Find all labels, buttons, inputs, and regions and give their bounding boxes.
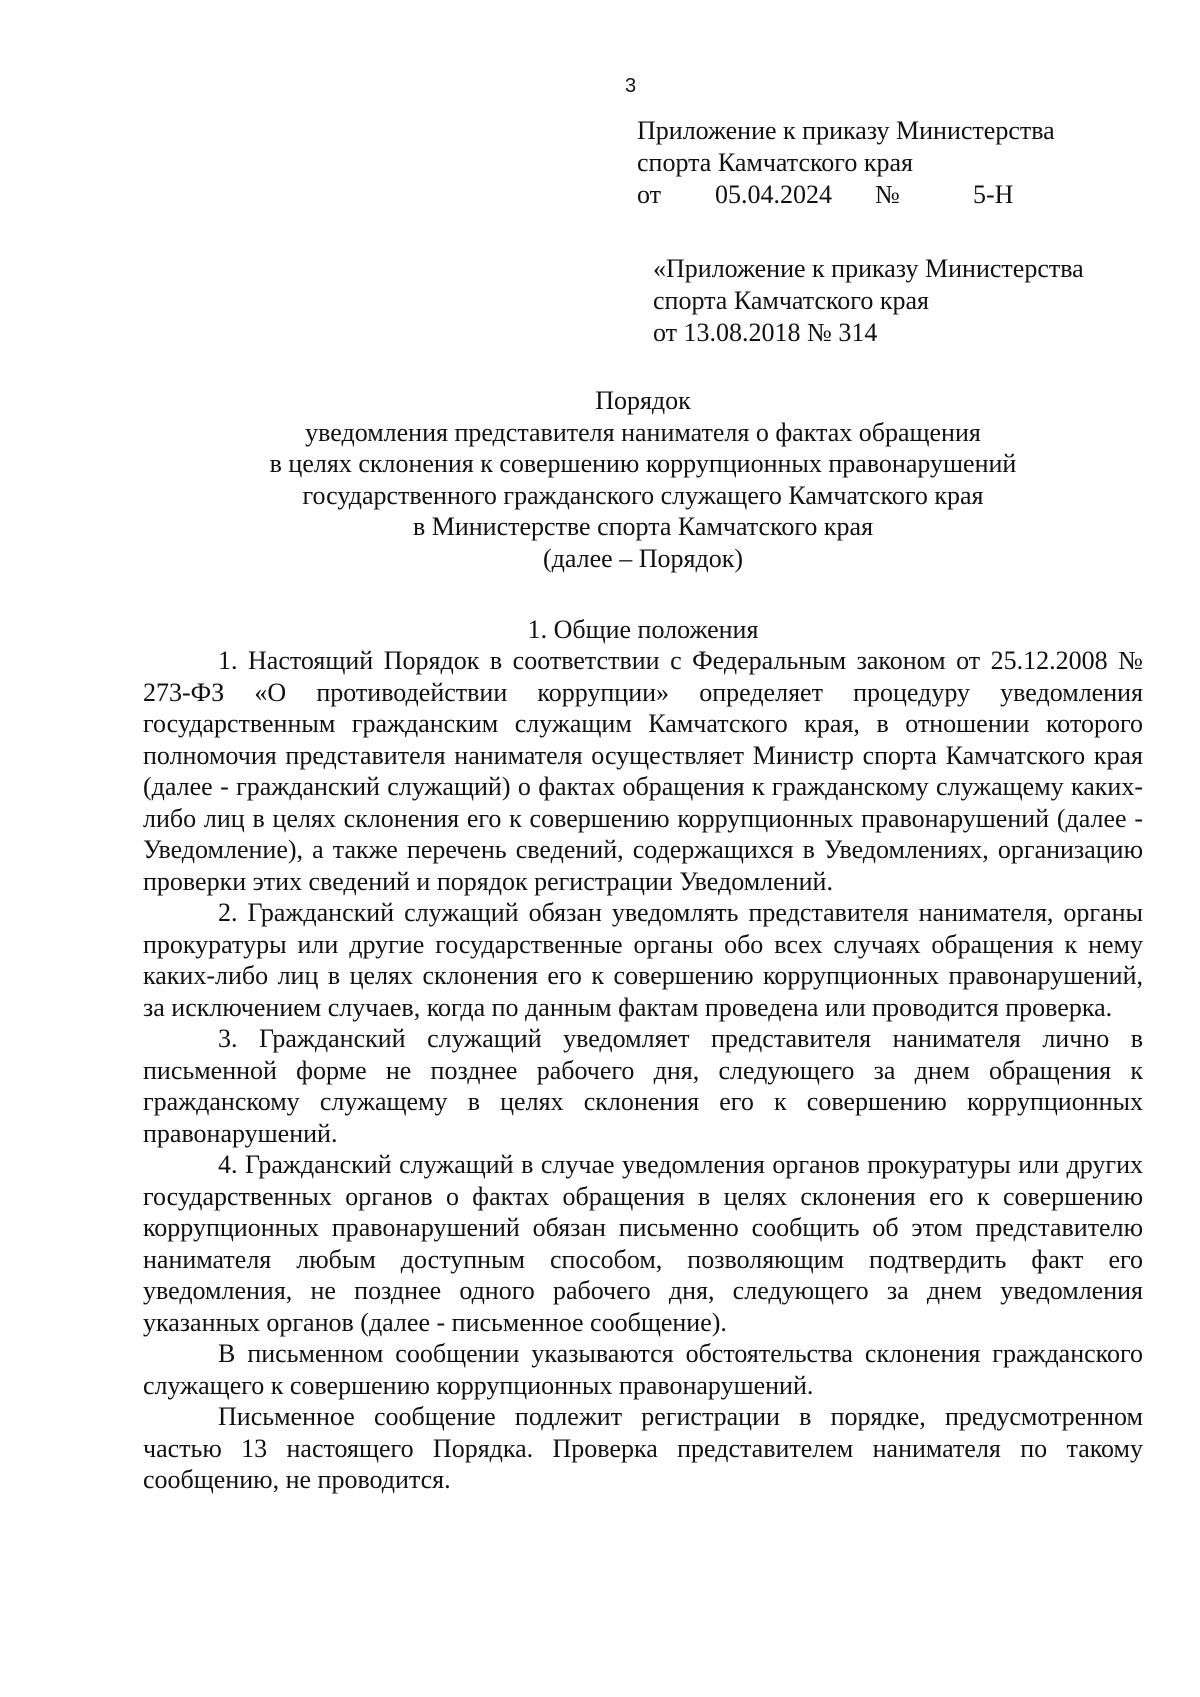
paragraph: 2. Гражданский служащий обязан уведомлять представителя нанимателя, органы прокуратуры или другие государственные органы обо всех случаях обращения к нему каких-либо лиц в целях склонения его к совершению коррупционных правонарушений, за исключением случаев, когда по данным фактам проведена или проводится проверка. — [143, 898, 1143, 1022]
paragraph: В письменном сообщении указываются обстоятельства склонения гражданского служащего к совершению коррупционных правонарушений. — [143, 1339, 1143, 1400]
paragraph: 3. Гражданский служащий уведомляет представителя нанимателя лично в письменной форме не позднее рабочего дня, следующего за днем обращения к гражданскому служащему в целях склонения его к совершению коррупционных правонарушений. — [143, 1024, 1143, 1148]
appendix-header-line: спорта Камчатского края — [653, 286, 929, 315]
order-date-row — [637, 179, 1157, 211]
appendix-header-line: «Приложение к приказу Министерства — [653, 254, 1084, 283]
order-number-sign: № — [875, 180, 900, 209]
paragraph: Письменное сообщение подлежит регистрации в порядке, предусмотренном частью 13 настоящего Порядка. Проверка представителем нанимателя по такому сообщению, не проводится. — [143, 1402, 1143, 1494]
appendix-header-line: Приложение к приказу Министерства — [637, 116, 1055, 145]
appendix-header-original — [653, 253, 1173, 349]
paragraph: 1. Настоящий Порядок в соответствии с Федеральным законом от 25.12.2008 № 273-ФЗ «О противодействии коррупции» определяет процедуру уведомления государственным гражданским служащим Камчатского края, в отношении которого полномочия представителя нанимателя осуществляет Министр спорта Камчатского края (далее - гражданский служащий) о фактах обращения к гражданскому служащему каких-либо лиц в целях склонения его к совершению коррупционных правонарушений (далее - Уведомление), а также перечень сведений, содержащихся в Уведомлениях, организацию проверки этих сведений и порядок регистрации Уведомлений. — [143, 646, 1143, 896]
title-line: (далее – Порядок) — [543, 543, 743, 573]
order-date: 05.04.2024 — [715, 180, 832, 209]
document-title — [143, 385, 1143, 574]
appendix-header-current — [637, 115, 1157, 211]
section-heading: 1. Общие положения — [527, 615, 759, 644]
title-line: Порядок — [595, 386, 691, 415]
appendix-header-line: от 13.08.2018 № 314 — [653, 318, 878, 347]
appendix-header-line: спорта Камчатского края — [637, 148, 913, 177]
order-number: 5-Н — [973, 180, 1014, 209]
page-number: 3 — [625, 75, 637, 97]
section-body — [143, 645, 1143, 1496]
title-line: в целях склонения к совершению коррупционных правонарушений — [269, 449, 1017, 478]
order-date-prefix: от — [637, 180, 662, 209]
title-line: в Министерстве спорта Камчатского края — [412, 512, 874, 541]
paragraph: 4. Гражданский служащий в случае уведомления органов прокуратуры или других государственных органов о фактах обращения в целях склонения его к совершению коррупционных правонарушений обязан письменно сообщить об этом представителю нанимателя любым доступным способом, позволяющим подтвердить факт его уведомления, не позднее одного рабочего дня, следующего за днем уведомления указанных органов (далее - письменное сообщение). — [143, 1150, 1143, 1337]
title-line: государственного гражданского служащего Камчатского края — [302, 480, 984, 510]
title-line: уведомления представителя нанимателя о фактах обращения — [305, 417, 981, 447]
